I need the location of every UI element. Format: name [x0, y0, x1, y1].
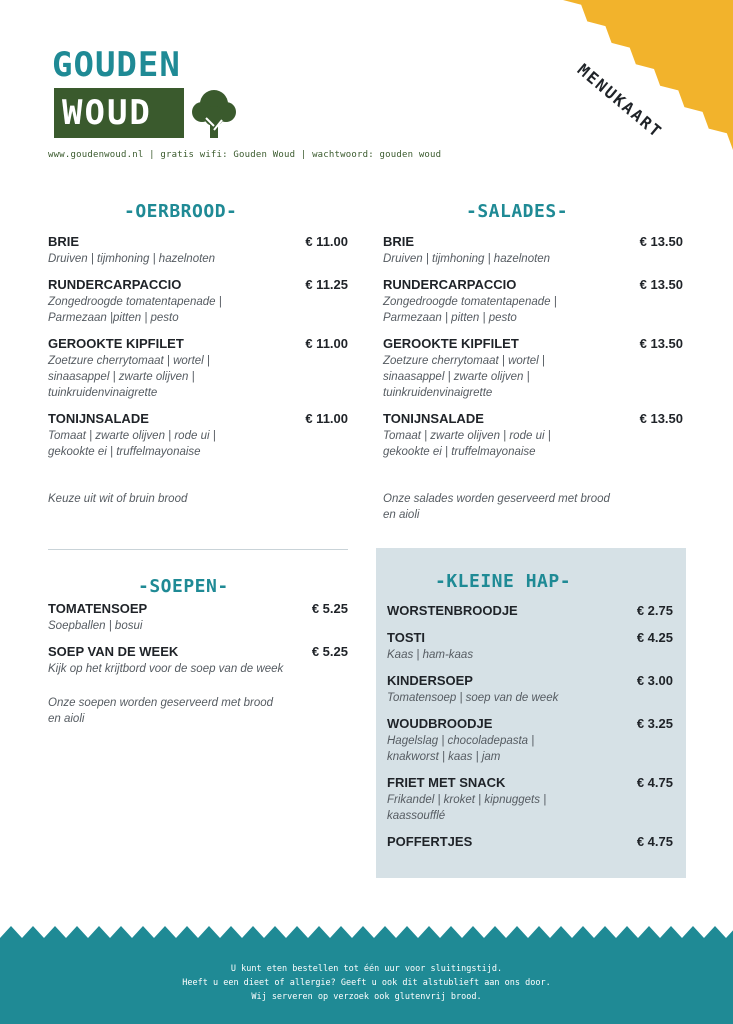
item-name: WORSTENBROODJE: [387, 603, 518, 618]
note-line: Onze soepen worden geserveerd met brood: [48, 697, 274, 709]
footer-line: U kunt eten bestellen tot één uur voor sluitingstijd.: [230, 964, 503, 974]
description-line: Kijk op het krijtbord voor de soep van de week: [48, 663, 284, 675]
item-name: FRIET MET SNACK: [387, 775, 506, 790]
item-description: [383, 251, 550, 267]
item-price: € 11.00: [305, 234, 348, 249]
item-name: BRIE: [383, 234, 415, 249]
item-description: [383, 353, 545, 401]
item-description: [383, 428, 551, 460]
item-description: [383, 294, 557, 326]
footer-notice: [0, 962, 733, 1004]
oerbrood-note: [48, 491, 187, 507]
item-price: € 2.75: [636, 603, 673, 618]
logo-bottom-word: WOUD: [62, 93, 152, 133]
description-line: gekookte ei | truffelmayonaise: [383, 446, 536, 458]
item-name: GEROOKTE KIPFILET: [48, 336, 184, 351]
ribbon-label: MENUKAART: [573, 60, 667, 142]
item-name: GEROOKTE KIPFILET: [383, 336, 519, 351]
item-price: € 13.50: [639, 277, 683, 292]
item-name: TOMATENSOEP: [48, 601, 148, 616]
item-name: RUNDERCARPACCIO: [383, 277, 517, 292]
kleine-hap-panel: [376, 548, 686, 878]
item-price: € 3.00: [636, 673, 673, 688]
description-line: Zoetzure cherrytomaat | wortel |: [383, 355, 545, 367]
item-price: € 11.25: [305, 277, 348, 292]
description-line: Hagelslag | chocoladepasta |: [387, 735, 535, 747]
salades-title: -SALADES-: [466, 201, 569, 222]
description-line: Tomaat | zwarte olijven | rode ui |: [383, 430, 551, 442]
item-name: TONIJNSALADE: [48, 411, 149, 426]
description-line: Tomatensoep | soep van de week: [387, 692, 559, 704]
kleine-hap-title: -KLEINE HAP-: [435, 571, 572, 592]
item-description: [48, 294, 222, 326]
footer-line: Wij serveren op verzoek ook glutenvrij brood.: [251, 992, 482, 1002]
item-name: POFFERTJES: [387, 834, 473, 849]
note-line: en aioli: [383, 509, 420, 521]
item-price: € 5.25: [311, 644, 348, 659]
item-price: € 13.50: [639, 336, 683, 351]
soepen-note: [48, 695, 273, 727]
description-line: knakworst | kaas | jam: [387, 751, 501, 763]
description-line: Zoetzure cherrytomaat | wortel |: [48, 355, 210, 367]
description-line: Parmezaan | pitten | pesto: [383, 312, 517, 324]
description-line: Soepballen | bosui: [48, 620, 143, 632]
item-price: € 4.75: [636, 775, 673, 790]
footer-line: Heeft u een dieet of allergie? Geeft u ook dit alstublieft aan ons door.: [182, 978, 551, 988]
note-line: Onze salades worden geserveerd met brood: [383, 493, 610, 505]
item-price: € 4.75: [636, 834, 673, 849]
description-line: Druiven | tijmhoning | hazelnoten: [383, 253, 551, 265]
description-line: Tomaat | zwarte olijven | rode ui |: [48, 430, 216, 442]
item-price: € 13.50: [639, 411, 683, 426]
item-name: RUNDERCARPACCIO: [48, 277, 182, 292]
description-line: Zongedroogde tomatentapenade |: [48, 296, 222, 308]
oerbrood-title: -OERBROOD-: [124, 201, 238, 222]
description-line: gekookte ei | truffelmayonaise: [48, 446, 201, 458]
item-description: [48, 251, 215, 267]
item-price: € 11.00: [305, 411, 348, 426]
item-description: [387, 690, 558, 706]
item-price: € 11.00: [305, 336, 348, 351]
description-line: kaassoufflé: [387, 810, 446, 822]
website-wifi-info: www.goudenwoud.nl | gratis wifi: Gouden Woud | wachtwoord: gouden woud: [48, 150, 442, 160]
item-price: € 3.25: [636, 716, 673, 731]
item-description: [387, 792, 546, 824]
section-divider: [48, 549, 348, 550]
item-name: TONIJNSALADE: [383, 411, 484, 426]
description-line: sinaasappel | zwarte olijven |: [383, 371, 530, 383]
item-description: [48, 618, 142, 634]
item-description: [387, 733, 534, 765]
logo: [52, 46, 242, 141]
description-line: Frikandel | kroket | kipnuggets |: [387, 794, 547, 806]
description-line: Zongedroogde tomatentapenade |: [383, 296, 557, 308]
item-price: € 5.25: [311, 601, 348, 616]
item-description: [387, 647, 473, 663]
item-description: [48, 428, 216, 460]
item-name: SOEP VAN DE WEEK: [48, 644, 179, 659]
description-line: Kaas | ham-kaas: [387, 649, 474, 661]
note-line: en aioli: [48, 713, 85, 725]
logo-top-word: GOUDEN: [52, 45, 181, 85]
item-name: KINDERSOEP: [387, 673, 473, 688]
salades-note: [383, 491, 610, 523]
item-name: TOSTI: [387, 630, 426, 645]
item-description: [48, 353, 210, 401]
item-description: [48, 661, 283, 677]
item-price: € 13.50: [639, 234, 683, 249]
description-line: Druiven | tijmhoning | hazelnoten: [48, 253, 216, 265]
description-line: Parmezaan |pitten | pesto: [48, 312, 179, 324]
item-name: WOUDBROODJE: [387, 716, 493, 731]
soepen-title: -SOEPEN-: [138, 576, 229, 597]
item-price: € 4.25: [636, 630, 673, 645]
description-line: tuinkruidenvinaigrette: [383, 387, 493, 399]
item-name: BRIE: [48, 234, 80, 249]
description-line: tuinkruidenvinaigrette: [48, 387, 158, 399]
tree-icon: [190, 86, 238, 142]
note-line: Keuze uit wit of bruin brood: [48, 493, 188, 505]
description-line: sinaasappel | zwarte olijven |: [48, 371, 195, 383]
